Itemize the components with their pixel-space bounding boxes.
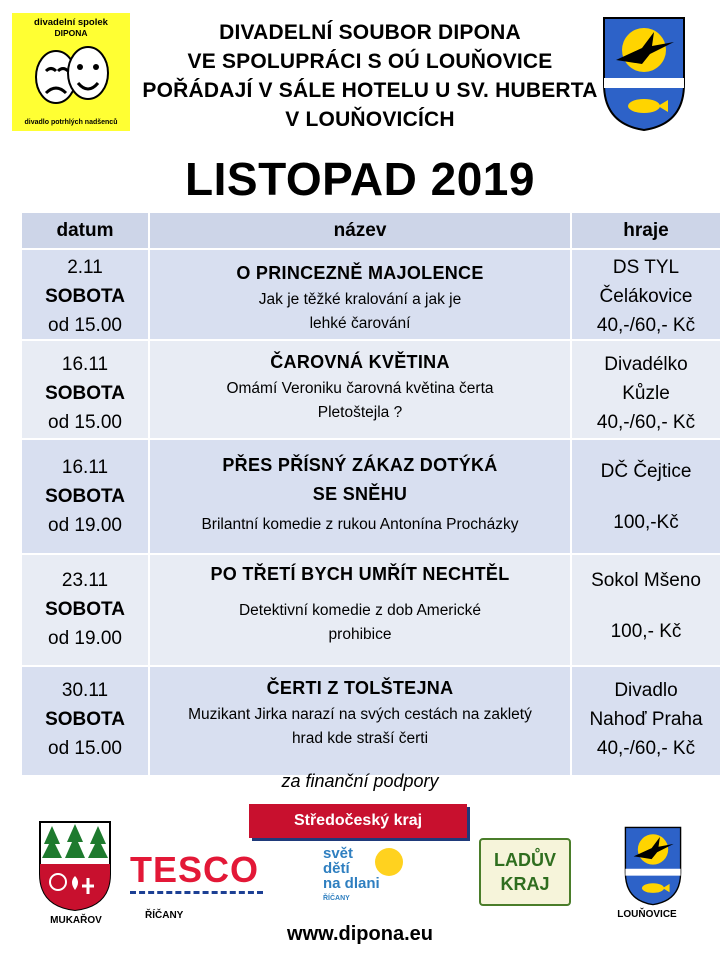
row-divider [22,339,720,341]
ladw-line: KRAJ [500,874,550,894]
table-row [22,340,720,439]
column-divider [570,213,572,775]
show-description: Detektivní komedie z dob Americké prohibice [238,602,482,643]
title-cell [150,560,570,647]
performer: Sokol Mšeno [591,570,701,591]
tesco-logo [130,849,263,897]
date-cell [22,676,148,763]
table-row [22,666,720,775]
theatre-masks-icon [26,41,116,111]
lounovice-label: LOUŇOVICE [617,909,677,920]
dipona-logo [12,13,130,131]
performer-place: Nahoď Praha [589,709,703,730]
header-line: POŘÁDAJÍ V SÁLE HOTELU U SV. HUBERTA [142,79,598,102]
show-title: ČERTI Z TOLŠTEJNA [266,678,454,698]
mukarov-coat-of-arms-icon [38,820,112,912]
lounovice-small-coat-of-arms-icon [620,826,686,906]
performer-cell [572,566,720,646]
mukarov-label: MUKAŘOV [50,915,102,926]
column-header-nazev: název [333,220,387,241]
date-cell [22,350,148,437]
svet-line: dětí [323,860,350,877]
date: 30.11 [61,680,109,701]
column-header-hraje: hraje [623,220,669,241]
price: 100,- Kč [610,621,682,642]
time: od 19.00 [48,628,122,649]
time: od 19.00 [48,515,122,536]
header-lines [140,18,600,134]
table-header [22,213,720,249]
column-header-datum: datum [56,220,114,241]
performer-cell [572,676,720,763]
date-cell [22,566,148,653]
performer: Divadlo [614,680,678,701]
table-row [22,439,720,554]
show-title: PŘES PŘÍSNÝ ZÁKAZ DOTÝKÁ SE SNĚHU [222,455,498,504]
performer: DČ Čejtice [600,461,692,482]
tesco-stripe [130,891,263,897]
show-description: Brilantní komedie z rukou Antonína Procházky [201,516,519,533]
title-cell [150,451,570,537]
performer: DS TYL [612,257,680,278]
support-label: za finanční podpory [281,771,439,791]
row-divider [22,665,720,667]
logo-line3: divadlo potrhlých nadšenců [24,119,118,126]
date: 23.11 [61,570,109,591]
title-cell [150,674,570,751]
svet-deti-logo [323,846,407,916]
tesco-wordmark: TESCO [130,849,260,890]
day: SOBOTA [45,599,125,620]
show-title: O PRINCEZNĚ MAJOLENCE [236,263,484,283]
logo-line1: divadelní spolek [34,17,108,28]
performer-place: Čelákovice [599,286,693,307]
show-title: ČAROVNÁ KVĚTINA [270,352,450,372]
ricany-label: ŘÍČANY [145,910,184,921]
row-divider [22,438,720,440]
day: SOBOTA [45,486,125,507]
title-cell [150,348,570,425]
day: SOBOTA [45,383,125,404]
program-table [22,213,720,775]
stredocesky-kraj-logo: Středočeský kraj [249,804,467,838]
page-title: LISTOPAD 2019 [185,153,535,205]
price: 40,-/60,- Kč [596,315,696,336]
column-divider [148,213,150,775]
price: 100,-Kč [613,512,679,533]
date-cell [22,453,148,540]
time: od 15.00 [48,412,122,433]
performer-place: Kůzle [622,383,670,404]
performer-cell [572,253,720,340]
time: od 15.00 [48,738,122,759]
row-divider [22,553,720,555]
website-link[interactable]: www.dipona.eu [287,923,433,945]
date: 16.11 [61,457,109,478]
date-cell [22,253,148,340]
lounovice-coat-of-arms-icon [602,16,686,132]
date: 16.11 [61,354,109,375]
show-description: Jak je těžké kralování a jak je lehké čarování [258,291,462,332]
day: SOBOTA [45,709,125,730]
time: od 15.00 [48,315,122,336]
show-title: PO TŘETÍ BYCH UMŘÍT NECHTĚL [210,564,510,584]
logo-line2: DIPONA [54,28,88,38]
svet-line: svět [323,845,354,862]
day: SOBOTA [45,286,125,307]
svet-line: na dlani [323,875,380,892]
date: 2.11 [67,257,103,278]
performer: Divadélko [604,354,688,375]
table-row [22,249,720,340]
show-description: Omámí Veroniku čarovná květina čerta Pletoštejla ? [226,380,494,421]
show-description: Muzikant Jirka narazí na svých cestách na zakletý hrad kde straší čerti [188,706,532,747]
title-cell [150,259,570,336]
laduv-kraj-logo [479,838,571,906]
performer-cell [572,457,720,537]
header-line: V LOUŇOVICÍCH [285,108,455,131]
table-row [22,554,720,666]
header-line: DIVADELNÍ SOUBOR DIPONA [219,21,521,44]
price: 40,-/60,- Kč [596,738,696,759]
row-divider [22,248,720,250]
svet-line: ŘÍČANY [323,895,350,902]
ladw-line: LADŮV [494,850,556,870]
performer-cell [572,350,720,437]
header-line: VE SPOLUPRÁCI S OÚ LOUŇOVICE [187,50,553,73]
price: 40,-/60,- Kč [596,412,696,433]
